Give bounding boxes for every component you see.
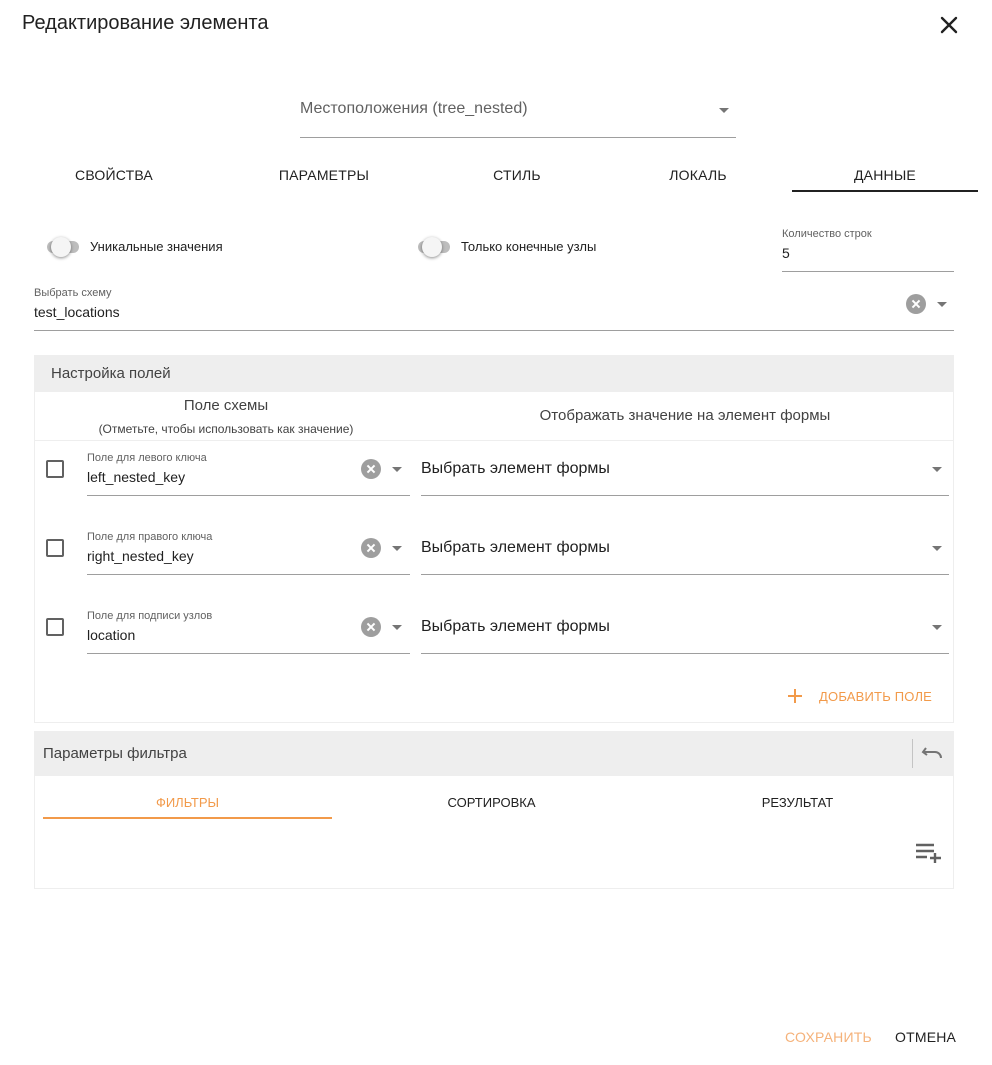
- form-select-underline: [421, 653, 949, 654]
- playlist-add-icon[interactable]: [914, 841, 944, 865]
- filter-tab-sorting[interactable]: СОРТИРОВКА: [447, 795, 536, 810]
- fields-panel-title: Настройка полей: [51, 365, 171, 382]
- filter-tab-result[interactable]: РЕЗУЛЬТАТ: [761, 795, 834, 810]
- dropdown-caret-icon: [719, 108, 729, 113]
- field-row-label: Поле для левого ключа: [87, 452, 207, 464]
- field-row-select[interactable]: right_nested_key: [87, 548, 194, 564]
- schema-underline: [34, 330, 954, 331]
- unique-values-toggle[interactable]: [45, 237, 79, 257]
- add-field-label: ДОБАВИТЬ ПОЛЕ: [819, 689, 933, 704]
- form-element-select[interactable]: Выбрать элемент формы: [421, 618, 610, 635]
- form-select-underline: [421, 574, 949, 575]
- dropdown-caret-icon[interactable]: [932, 625, 942, 630]
- dropdown-caret-icon[interactable]: [392, 467, 402, 472]
- field-row-label: Поле для правого ключа: [87, 531, 213, 543]
- tab-data[interactable]: [792, 160, 978, 192]
- clear-icon[interactable]: [361, 617, 381, 637]
- field-row-checkbox[interactable]: [46, 539, 64, 557]
- schema-label: Выбрать схему: [34, 287, 112, 299]
- tab-label: СВОЙСТВА: [75, 167, 153, 183]
- filter-tab-indicator: [43, 817, 332, 819]
- tab-properties[interactable]: [34, 160, 194, 192]
- header-divider: [912, 739, 913, 768]
- leaf-nodes-label: Только конечные узлы: [461, 239, 597, 254]
- schema-field-column-hint: (Отметьте, чтобы использовать как значение): [98, 422, 354, 436]
- save-button[interactable]: СОХРАНИТЬ: [785, 1029, 872, 1045]
- display-column-header: Отображать значение на элемент формы: [539, 407, 831, 424]
- clear-icon[interactable]: [361, 459, 381, 479]
- form-element-select[interactable]: Выбрать элемент формы: [421, 539, 610, 556]
- dialog-title: Редактирование элемента: [22, 12, 269, 34]
- form-select-underline: [421, 495, 949, 496]
- field-row-underline: [87, 495, 410, 496]
- tab-style[interactable]: [437, 160, 597, 192]
- dropdown-caret-icon[interactable]: [937, 302, 947, 307]
- field-row-select[interactable]: left_nested_key: [87, 469, 186, 485]
- tab-parameters[interactable]: [244, 160, 404, 192]
- tab-label: ЛОКАЛЬ: [669, 167, 727, 183]
- tab-label: ПАРАМЕТРЫ: [278, 167, 370, 183]
- header-divider: [35, 440, 953, 441]
- element-select[interactable]: [300, 92, 736, 138]
- schema-select[interactable]: test_locations: [34, 304, 120, 320]
- rows-count-input[interactable]: 5: [782, 245, 790, 261]
- form-element-select[interactable]: Выбрать элемент формы: [421, 460, 610, 477]
- clear-icon[interactable]: [906, 294, 926, 314]
- add-field-button[interactable]: [786, 684, 936, 710]
- dropdown-caret-icon[interactable]: [392, 546, 402, 551]
- dropdown-caret-icon[interactable]: [932, 546, 942, 551]
- undo-icon[interactable]: [921, 743, 945, 763]
- field-row-underline: [87, 574, 410, 575]
- filter-tab-filters[interactable]: ФИЛЬТРЫ: [155, 795, 220, 810]
- cancel-button[interactable]: ОТМЕНА: [895, 1029, 957, 1045]
- field-row-label: Поле для подписи узлов: [87, 610, 213, 622]
- dropdown-caret-icon[interactable]: [932, 467, 942, 472]
- clear-icon[interactable]: [361, 538, 381, 558]
- field-row-select[interactable]: location: [87, 627, 136, 643]
- field-row-checkbox[interactable]: [46, 460, 64, 478]
- tab-label: СТИЛЬ: [493, 167, 541, 183]
- rows-count-label: Количество строк: [782, 228, 872, 240]
- field-row-underline: [87, 653, 410, 654]
- fields-panel-header: [34, 355, 954, 392]
- field-row-checkbox[interactable]: [46, 618, 64, 636]
- leaf-nodes-toggle[interactable]: [416, 237, 450, 257]
- close-icon[interactable]: [936, 12, 962, 38]
- unique-values-label: Уникальные значения: [90, 239, 223, 254]
- filter-panel-title: Параметры фильтра: [43, 745, 187, 762]
- tab-locale[interactable]: [618, 160, 778, 192]
- element-select-value: Местоположения (tree_nested): [300, 100, 528, 117]
- rows-count-underline: [782, 271, 954, 272]
- dropdown-caret-icon[interactable]: [392, 625, 402, 630]
- schema-field-column-header: Поле схемы: [183, 397, 269, 414]
- tab-label: ДАННЫЕ: [854, 167, 916, 183]
- add-icon: [786, 684, 804, 710]
